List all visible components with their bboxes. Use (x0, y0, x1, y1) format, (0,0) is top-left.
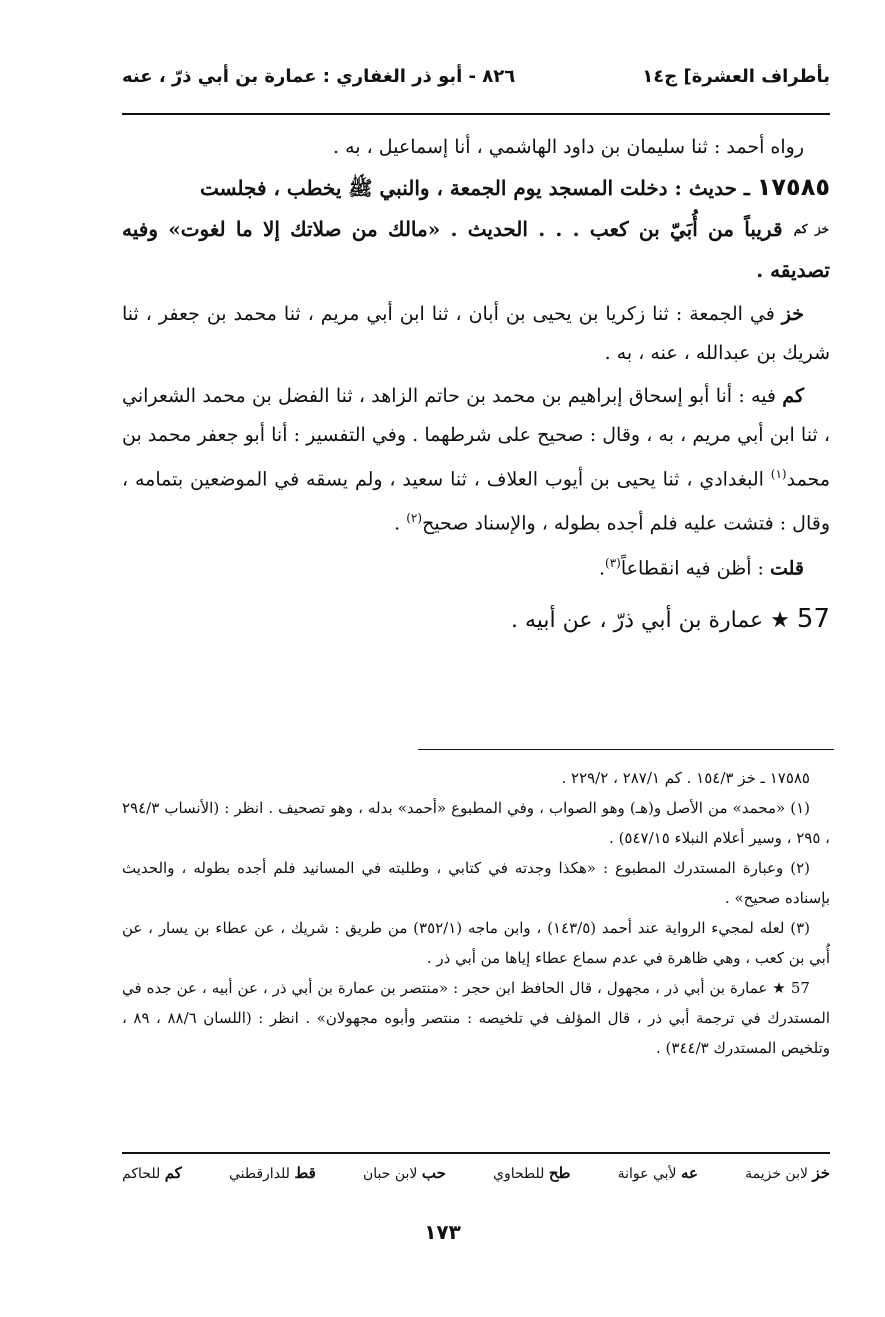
abbr-item: عه لأبي عوانة (617, 1164, 698, 1182)
hadith-text-line1: ـ حديث : دخلت المسجد يوم الجمعة ، والنبي ﷺ يخطب ، فجلست (199, 176, 750, 200)
footnote-57 (122, 973, 830, 1063)
footnote-divider (418, 749, 834, 750)
star-icon: ★ (770, 607, 790, 633)
abbr-item: كم للحاكم (122, 1164, 182, 1182)
abbreviation-divider (122, 1152, 830, 1154)
narration-ahmad: رواه أحمد : ثنا سليمان بن داود الهاشمي ، أنا إسماعيل ، به . (332, 136, 804, 158)
abbr-item: قط للدارقطني (228, 1164, 316, 1182)
footnote-references: ١٧٥٨٥ ـ خز ١٥٤/٣ . كم ٢٨٧/١ ، ٢٢٩/٢ . (561, 769, 810, 787)
running-header (122, 58, 830, 94)
abbr-item: خز لابن خزيمة (745, 1164, 830, 1182)
abbr-item: طح للطحاوي (493, 1164, 571, 1182)
source-ibn-khuzayma (122, 295, 830, 373)
remark-tag: قلت (769, 556, 804, 579)
header-volume: بأطراف العشرة] ج١٤ (642, 65, 830, 87)
author-remark (122, 544, 830, 588)
source-tag-kh: خز (781, 303, 804, 325)
abbr-item: حب لابن حبان (362, 1164, 446, 1182)
entry-title: عمارة بن أبي ذرّ ، عن أبيه . (511, 607, 764, 633)
hadith-heading (122, 167, 830, 209)
page-number: ١٧٣ (424, 1220, 461, 1244)
footnote-ref-1[interactable]: (١) (770, 467, 787, 481)
footnote-1: (١) «محمد» من الأصل و(هـ) وهو الصواب ، وفي المطبوع «أحمد» بدله ، وهو تصحيف . انظر : (الأنساب ٢٩٤/٣ ، ٢٩٥ ، وسير أعلام النبلاء ٥٤٧/١٥) . (122, 799, 830, 847)
source-markers: خز كم (793, 222, 830, 236)
source-km-text-a: فيه : أنا أبو إسحاق إبراهيم بن محمد بن حاتم الزاهد ، ثنا الفضل بن محمد الشعراني ، ثنا ابن أبي مريم ، به ، وقال : صحيح على شرطهما . وفي التفسير : أنا أبو جعفر محمد بن محمد (122, 385, 830, 491)
footnote-2: (٢) وعبارة المستدرك المطبوع : «هكذا وجدته في كتابي ، وطلبته في المسانيد فلم أجده بطوله ، والحديث بإسناده صحيح» . (122, 859, 830, 907)
header-divider (122, 113, 830, 115)
footnote-57-text: عمارة بن أبي ذر ، مجهول ، قال الحافظ ابن حجر : «منتصر بن عمارة بن أبي ذر ، عن أبيه ، عن جده في المستدرك في ترجمة أبي ذر ، قال المؤلف في تلخيصه : منتصر وأبوه مجهولان» . انظر : (اللسان ٨٨/٦ ، ٨٩ ، وتلخيص المستدرك ٣٤٤/٣) . (122, 979, 830, 1057)
entry-number: 57 (796, 603, 830, 634)
source-kh-text: في الجمعة : ثنا زكريا بن يحيى بن أبان ، ثنا ابن أبي مريم ، ثنا محمد بن جعفر ، ثنا شريك بن عبدالله ، عنه ، به . (122, 303, 830, 364)
source-tag-km: كم (782, 385, 804, 407)
hadith-continuation (122, 209, 830, 291)
footnote-ref-3[interactable]: (٣) (605, 555, 621, 570)
header-chapter-title: ٨٢٦ - أبو ذر الغفاري : عمارة بن أبي ذرّ ، عنه (122, 65, 516, 87)
footnote-3: (٣) لعله لمجيء الرواية عند أحمد (١٤٣/٥) ، وابن ماجه (٣٥٢/١) من طريق : شريك ، عن عطاء بن يسار ، عن أُبي بن كعب ، وهي ظاهرة في عدم سماع عطاء إياها من أبي ذر . (122, 919, 830, 967)
remark-text: : أظن فيه انقطاعاً (620, 556, 764, 579)
source-km-text-b: البغدادي ، ثنا يحيى بن أيوب العلاف ، ثنا سعيد ، ولم يسقه في الموضعين بتمامه ، وقال : فتشت عليه فلم أجده بطوله ، والإسناد صحيح (122, 468, 830, 535)
footnotes (122, 763, 830, 1063)
footnote-57-number: 57 (790, 979, 810, 997)
hadith-text-line2: قريباً من أُبَيّ بن كعب . . . الحديث . «مالك من صلاتك إلا ما لغوت» وفيه تصديقه . (122, 217, 830, 282)
narrator-entry (122, 596, 830, 644)
source-hakim (122, 377, 830, 544)
hadith-number: ١٧٥٨٥ (756, 173, 830, 201)
star-icon: ★ (772, 979, 786, 997)
source-km-end: . (394, 512, 407, 535)
main-text (122, 128, 830, 644)
remark-end: . (598, 556, 606, 579)
footnote-ref-2[interactable]: (٢) (406, 511, 423, 526)
abbreviation-key (122, 1164, 830, 1182)
